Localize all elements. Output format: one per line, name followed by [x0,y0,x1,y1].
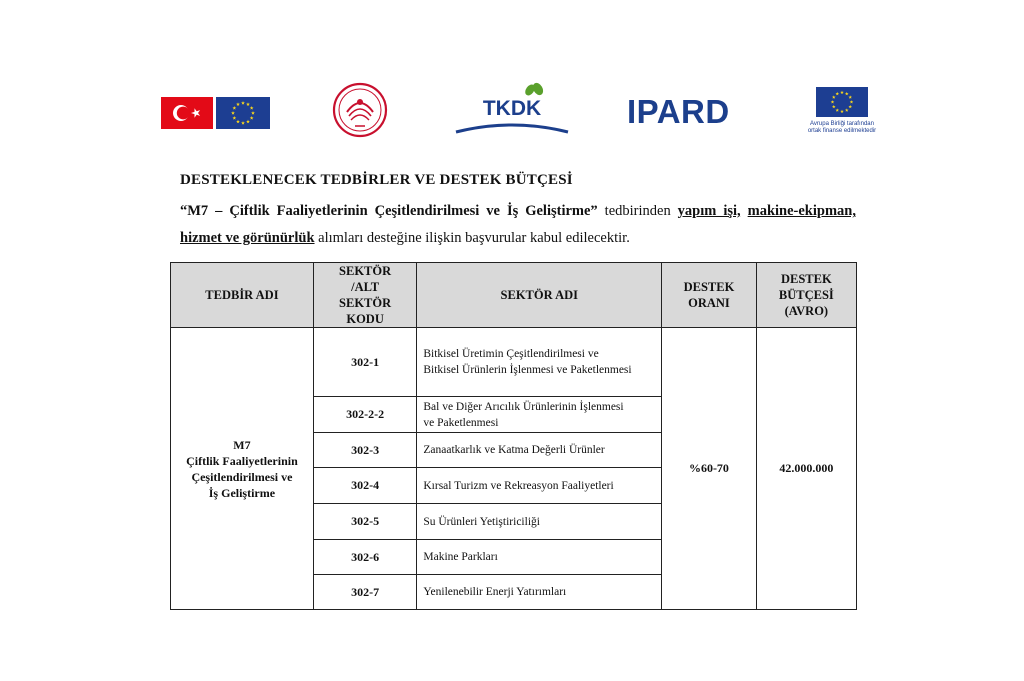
header-line: KODU [346,312,384,326]
sector-name-cell [417,328,662,397]
intro-text-2: alımları desteğine ilişkin başvurular kabul edilecektir. [314,230,630,246]
measure-line: Çiftlik Faaliyetlerinin [186,453,298,468]
sector-code-cell: 302-3 [313,433,417,468]
sector-name-cell [417,397,662,433]
ipard-logo: IPARD [627,93,730,130]
eu-flag-logo [216,97,270,129]
header-line: DESTEK [683,280,735,294]
page-title: DESTEKLENECEK TEDBİRLER VE DESTEK BÜTÇESİ [180,172,573,188]
sector-name-cell: Zanaatkarlık ve Katma Değerli Ürünler [417,433,662,468]
sector-name-cell: Makine Parkları [417,540,662,575]
sector-name-cell: Kırsal Turizm ve Rekreasyon Faaliyetleri [417,468,662,504]
eu-caption [804,121,880,135]
underlined-text-1: yapım işi, [677,203,741,219]
logo-strip [0,0,1024,150]
eu-cofinanced-logo [804,87,880,137]
header-support-budget [756,263,856,328]
sector-name-cell: Yenilenebilir Enerji Yatırımları [417,575,662,610]
header-sector-name: SEKTÖR ADI [417,263,662,328]
header-line: SEKTÖR [339,264,392,278]
tkdk-wordmark: TKDK [482,97,542,120]
sector-name-line: Bitkisel Ürünlerin İşlenmesi ve Paketlenmesi [423,364,632,376]
header-line: ORANI [688,296,730,310]
intro-paragraph [180,198,856,252]
support-budget-cell: 42.000.000 [756,328,856,610]
header-line: /ALT [351,280,380,294]
sector-code-cell: 302-6 [313,540,417,575]
sector-code-cell: 302-4 [313,468,417,504]
sector-name-line: Bal ve Diğer Arıcılık Ürünlerinin İşlenmesi [423,400,624,413]
measure-cell [171,328,314,610]
intro-text-1: tedbirinden [597,203,678,219]
measure-title: “M7 – Çiftlik Faaliyetlerinin Çeşitlendirilmesi ve İş Geliştirme” [180,203,598,219]
underlined-text-2: makine-ekipman, hizmet ve görünürlük [180,203,856,246]
support-table [170,262,857,610]
ministry-seal-logo [329,82,391,138]
support-rate-cell: %60-70 [662,328,756,610]
header-line: SEKTÖR [339,296,392,310]
table-header-row [171,263,857,328]
sector-name-cell: Su Ürünleri Yetiştiriciliği [417,504,662,540]
measure-line: Çeşitlendirilmesi ve [191,469,293,484]
measure-line: İş Geliştirme [208,485,276,500]
sector-code-cell: 302-5 [313,504,417,540]
sector-code-cell: 302-1 [313,328,417,397]
turkish-flag-logo [161,97,213,129]
measure-line: M7 [233,437,251,452]
header-support-rate [662,263,756,328]
eu-caption-line1: Avrupa Birliği tarafından [810,121,874,127]
header-line: DESTEK [780,272,832,286]
eu-caption-line2: ortak finanse edilmektedir [807,128,877,134]
sector-code-cell: 302-2-2 [313,397,417,433]
table-row [171,328,857,397]
tkdk-logo [450,82,574,138]
header-line: (AVRO) [784,304,829,318]
sector-name-line: Bitkisel Üretimin Çeşitlendirilmesi ve [423,348,599,360]
header-measure-name: TEDBİR ADI [171,263,314,328]
sector-code-cell: 302-7 [313,575,417,610]
header-line: BÜTÇESİ [778,288,834,302]
sector-name-line: ve Paketlenmesi [423,416,499,429]
header-sector-code [313,263,417,328]
